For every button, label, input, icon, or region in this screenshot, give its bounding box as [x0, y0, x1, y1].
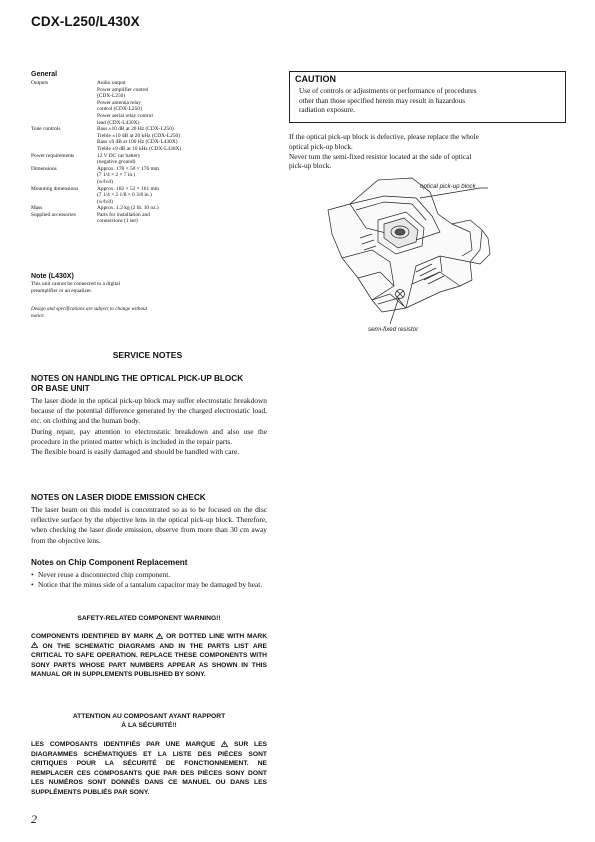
spec-label: Mass — [31, 205, 43, 212]
disclaimer — [31, 306, 211, 320]
spec-value-line: Audio output — [97, 80, 126, 86]
title-line: ATTENTION AU COMPOSANT AYANT RAPPORT — [72, 713, 226, 720]
pickup-instructions — [289, 132, 569, 171]
spec-value-line: (negative ground) — [97, 159, 136, 166]
spec-value-line: Bass ±9 dB at 100 Hz (CDX-L430X) — [97, 139, 178, 146]
caution-line: Use of controls or adjustments or performance of procedures — [299, 86, 477, 95]
warning-text-part: COMPONENTS IDENTIFIED BY MARK — [31, 633, 154, 640]
disclaimer-line: Design and specifications are subject to change without — [31, 306, 148, 312]
spec-value-line: (7 1/4 × 2 × 7 in.) — [97, 172, 136, 179]
spec-value-line: Approx. 178 × 50 × 176 mm — [97, 165, 159, 172]
safety-warning-title-fr — [31, 712, 267, 730]
note-line: preamplifier or an equalizer. — [31, 288, 93, 294]
spec-value — [97, 186, 246, 206]
spec-value-line: Approx. 182 × 53 × 161 mm — [97, 185, 159, 192]
caution-box — [289, 71, 566, 123]
spec-label: Tone controls — [31, 126, 61, 133]
spec-value — [97, 205, 246, 212]
spec-row — [31, 205, 246, 212]
spec-row — [31, 166, 246, 186]
optical-pickup-diagram — [320, 176, 565, 336]
spec-value-line: (CDX-L250) — [97, 93, 126, 100]
general-heading: General — [31, 71, 58, 78]
spec-value-line: (7 1/4 × 2 1/8 × 6 3/8 in.) — [97, 192, 152, 199]
chip-replacement-heading: Notes on Chip Component Replacement — [31, 558, 188, 567]
chip-replacement-list — [31, 570, 267, 590]
spec-value — [97, 166, 246, 186]
warning-triangle-icon — [156, 633, 163, 639]
spec-value-line: Bass ±10 dB at 20 Hz (CDX-L250) — [97, 126, 174, 133]
spec-row — [31, 186, 246, 206]
safety-warning-text-fr — [31, 740, 267, 798]
pickup-line: optical pick-up block. — [289, 141, 353, 151]
label-semi-fixed-resistor: semi-fixed resistor — [368, 326, 419, 333]
spec-label: Dimensions — [31, 165, 57, 172]
pickup-line: If the optical pick-up block is defective, please replace the whole — [289, 132, 479, 141]
spec-value-line: control (CDX-L250) — [97, 106, 142, 113]
note-line: This unit cannot be connected to a digital — [31, 281, 121, 287]
paragraph: The flexible board is easily damaged and should be handled with care. — [31, 447, 240, 457]
spec-value — [97, 126, 246, 152]
caution-title: CAUTION — [295, 74, 336, 84]
list-item-text: Notice that the minus side of a tantalum capacitor may be damaged by heat. — [38, 580, 263, 590]
spec-value-line: (w/h/d) — [97, 198, 113, 205]
spec-row — [31, 212, 246, 225]
laser-check-text: The laser beam on this model is concentrated so as to be focused on the disc reflective surface by the objective lens in the optical pick-up block. Therefore, when checking the laser diode emission, observe from more than 30 cm away from the objective lens. — [31, 505, 267, 545]
warning-text-part: OR DOTTED LINE WITH MARK — [166, 633, 268, 640]
caution-text — [299, 86, 561, 115]
spec-label: Mounting dimensions — [31, 185, 79, 192]
pickup-block-drawing — [328, 178, 490, 324]
note-text — [31, 281, 211, 295]
spec-value-line: Treble ±9 dB at 10 kHz (CDX-L430X) — [97, 145, 182, 152]
warning-triangle-icon — [31, 642, 38, 648]
list-item-text: Never reuse a disconnected chip component. — [38, 570, 171, 579]
page-number: 2 — [31, 812, 37, 826]
spec-row — [31, 153, 246, 166]
paragraph: During repair, pay attention to electrostatic breakdown and also use the procedure in the printed matter which is included in the repair parts. — [31, 426, 267, 446]
spec-value-line: Power amplifier control — [97, 86, 149, 93]
spec-value-line: Approx. 1.2 kg (2 lb. 10 oz.) — [97, 205, 159, 212]
spec-label: Outputs — [31, 80, 49, 86]
spec-value — [97, 80, 246, 126]
spec-value-line: connections (1 set) — [97, 218, 138, 225]
note-heading: Note (L430X) — [31, 273, 74, 280]
spec-value-line: Power antenna relay — [97, 99, 142, 106]
spec-row — [31, 80, 246, 126]
spec-value-line: Power aerial relay control — [97, 112, 153, 119]
spec-label: Supplied accessories — [31, 211, 76, 218]
title-line: À LA SÉCURITÉ!! — [121, 722, 177, 729]
spec-value — [97, 153, 246, 166]
bullet-icon: • — [31, 570, 34, 579]
label-optical-pickup-block: optical pick-up block — [420, 183, 476, 190]
spec-value-line: Parts for installation and — [97, 211, 150, 218]
spec-table — [31, 80, 246, 225]
warning-text-part: SUR LES DIAGRAMMES SCHÉMATIQUES ET LA LISTE DES PIÈCES SONT CRITIQUES POUR LA SÉCURITÉ DE FONCTIONNEMENT. NE REMPLACER CES COMPOSANTS QUE PAR DES PIÈCES SONY DONT LES NUMÉROS SONT DONNÉS DANS CE MANUEL OU DANS LES SUPPLÉMENTS PUBLIÉS PAR SONY. — [31, 741, 268, 796]
warning-text-part: LES COMPOSANTS IDENTIFIÉS PAR UNE MARQUE — [31, 741, 216, 748]
laser-check-heading: NOTES ON LASER DIODE EMISSION CHECK — [31, 493, 206, 502]
spec-value-line: 12 V DC car battery — [97, 152, 141, 159]
spec-value-line: (w/h/d) — [97, 178, 113, 185]
paragraph: The laser diode in the optical pick-up block may suffer electrostatic breakdown because of the potential difference generated by the charged electrostatic load, etc. on clothing and the human body. — [31, 396, 267, 426]
warning-triangle-icon — [221, 741, 228, 747]
optical-handling-heading — [31, 374, 269, 395]
pickup-line: pick-up block. — [289, 161, 332, 171]
list-item — [31, 580, 267, 590]
service-notes-title: SERVICE NOTES — [112, 350, 183, 360]
list-item — [31, 570, 267, 580]
model-title: CDX-L250/L430X — [31, 14, 140, 29]
disclaimer-line: notice. — [31, 313, 45, 319]
spec-value-line: lead (CDX-L430X) — [97, 119, 140, 126]
heading-line: OR BASE UNIT — [31, 384, 90, 394]
spec-value — [97, 212, 246, 225]
pickup-line: Never turn the semi-fixed resistor located at the side of optical — [289, 151, 472, 161]
optical-handling-text — [31, 396, 267, 457]
safety-warning-title: SAFETY-RELATED COMPONENT WARNING!! — [77, 615, 221, 622]
bullet-icon: • — [31, 580, 34, 590]
safety-warning-text — [31, 632, 267, 680]
spec-row — [31, 126, 246, 152]
caution-line: radiation exposure. — [299, 105, 355, 115]
caution-line: other than those specified herein may result in hazardous — [299, 95, 466, 105]
warning-text-part: ON THE SCHEMATIC DIAGRAMS AND IN THE PARTS LIST ARE CRITICAL TO SAFE OPERATION. REPLACE THESE COMPONENTS WITH SONY PARTS WHOSE PART NUMBERS APPEAR AS SHOWN IN THIS MANUAL OR IN SUPPLEMENTS PUBLISHED BY SONY. — [31, 642, 268, 679]
spec-value-line: Treble ±10 dB at 20 kHz (CDX-L250) — [97, 132, 181, 139]
heading-line: NOTES ON HANDLING THE OPTICAL PICK-UP BLOCK — [31, 374, 244, 383]
spec-label: Power requirements — [31, 152, 75, 159]
